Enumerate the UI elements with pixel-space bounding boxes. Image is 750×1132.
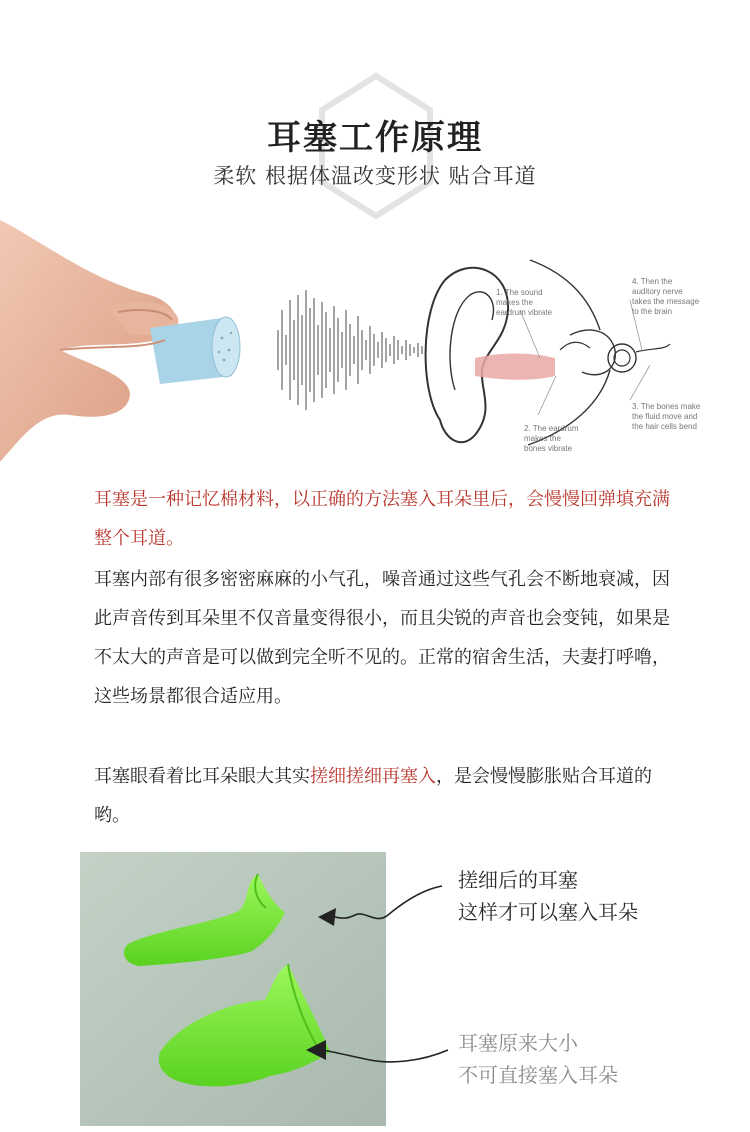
diagram-note-2: 2. The eardrum makes the bones vibrate [524, 424, 579, 453]
page-title: 耳塞工作原理 [267, 118, 483, 158]
tip-highlight: 搓细搓细再塞入 [310, 766, 436, 787]
tip-text-after: ，是会慢慢膨胀贴合耳道的哟。 [94, 766, 652, 826]
tip-paragraph [94, 757, 674, 835]
rolled-earplug-label: 搓细后的耳塞 这样才可以塞入耳朵 [458, 868, 638, 924]
intro-paragraph: 耳塞是一种记忆棉材料，以正确的方法塞入耳朵里后，会慢慢回弹填充满整个耳道。 [94, 489, 670, 549]
original-earplug-label: 耳塞原来大小 不可直接塞入耳朵 [458, 1031, 618, 1087]
blue-earplug [150, 317, 240, 384]
ear-canal [475, 354, 555, 380]
diagram-note-3: 3. The bones make the fluid move and the hair cells bend [632, 402, 701, 431]
diagram-note-4: 4. Then the auditory nerve takes the message to the brain [632, 277, 700, 316]
green-earplugs-photo [80, 852, 386, 1126]
explanation-paragraph: 耳塞内部有很多密密麻麻的小气孔，噪音通过这些气孔会不断地衰减，因此声音传到耳朵里不仅音量变得很小，而且尖锐的声音也会变钝，如果是不太大的声音是可以做到完全听不见的。正常的宿舍生活，夫妻打呼噜，这些场景都很合适应用。 [94, 569, 670, 707]
tip-text-before: 耳塞眼看着比耳朵眼大其实 [94, 766, 310, 787]
diagram-note-1: 1. The sound makes the eardrum vibrate [496, 288, 553, 317]
page-subtitle: 柔软 根据体温改变形状 贴合耳道 [213, 164, 537, 188]
hand-holding-earplug-image [0, 200, 260, 470]
sound-wave [278, 290, 426, 410]
